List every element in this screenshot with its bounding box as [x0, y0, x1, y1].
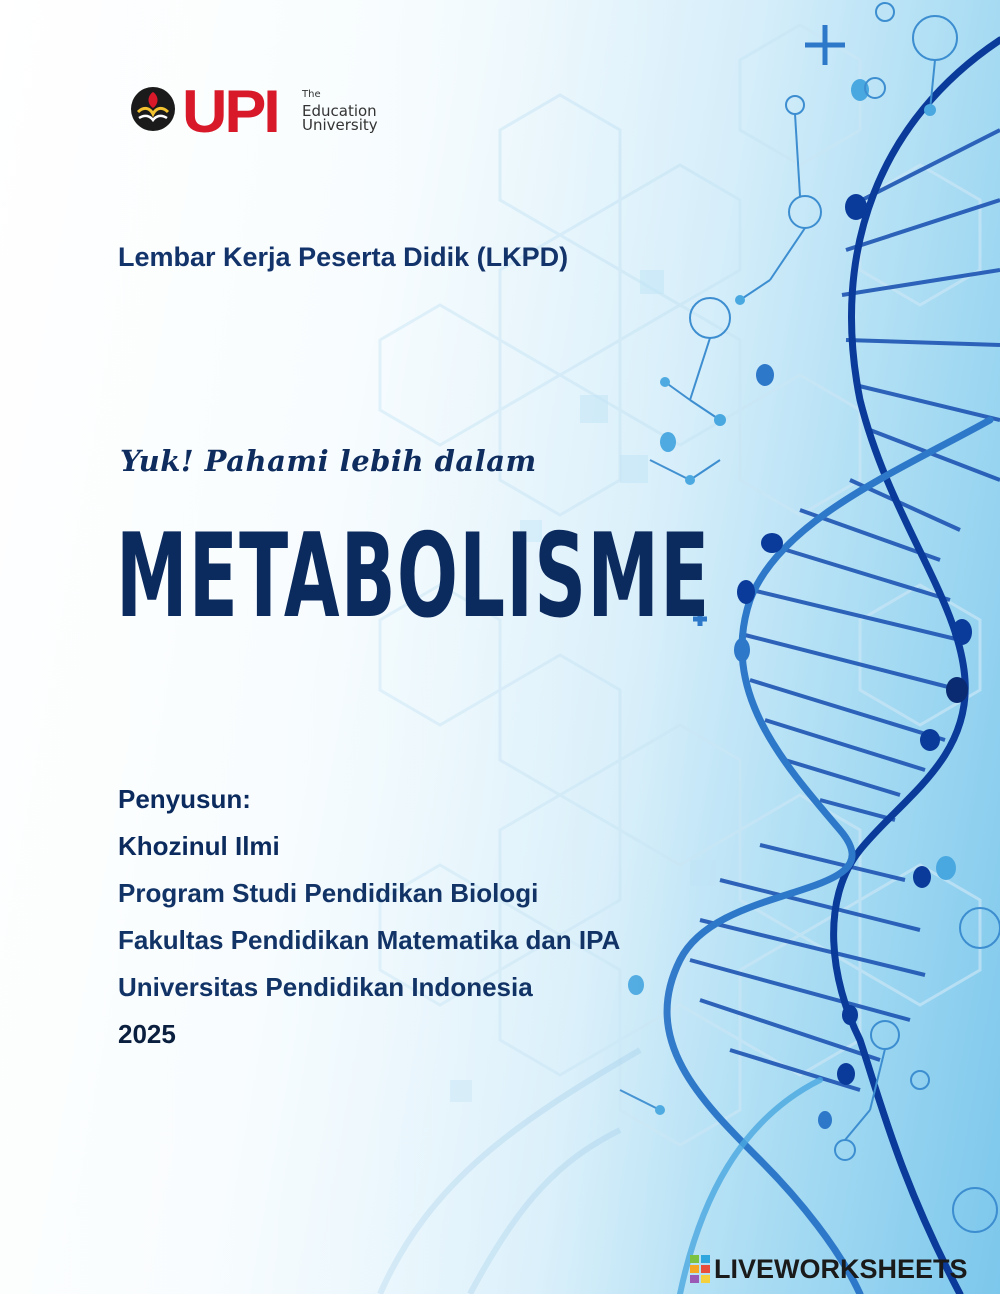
upi-emblem-icon: [130, 86, 176, 132]
author-program: Program Studi Pendidikan Biologi: [118, 878, 539, 908]
page-title: METABOLISME: [116, 509, 711, 644]
author-university: Universitas Pendidikan Indonesia: [118, 972, 533, 1002]
liveworksheets-text: LIVEWORKSHEETS: [714, 1253, 968, 1284]
liveworksheets-watermark: [690, 1254, 968, 1284]
logo-wordmark: UPI: [182, 78, 278, 145]
upi-logo: [130, 78, 390, 146]
author-name: Khozinul Ilmi: [118, 831, 280, 861]
author-faculty: Fakultas Pendidikan Matematika dan IPA: [118, 925, 621, 955]
logo-tagline-the: The: [302, 89, 321, 100]
logo-tagline-line2: University: [302, 116, 378, 134]
author-year: 2025: [118, 1019, 176, 1049]
author-label: Penyusun:: [118, 784, 251, 814]
document-subtitle: Lembar Kerja Peserta Didik (LKPD): [118, 242, 569, 272]
logo-tagline: [302, 88, 378, 132]
author-block: [118, 776, 620, 1058]
liveworksheets-badge-icon: [690, 1255, 710, 1283]
tagline: Yuk! Pahami lebih dalam: [120, 444, 537, 478]
logo-tagline-line1: Education: [302, 102, 377, 120]
dna-strands: [667, 40, 1000, 1294]
dna-rungs: [690, 130, 1000, 1090]
